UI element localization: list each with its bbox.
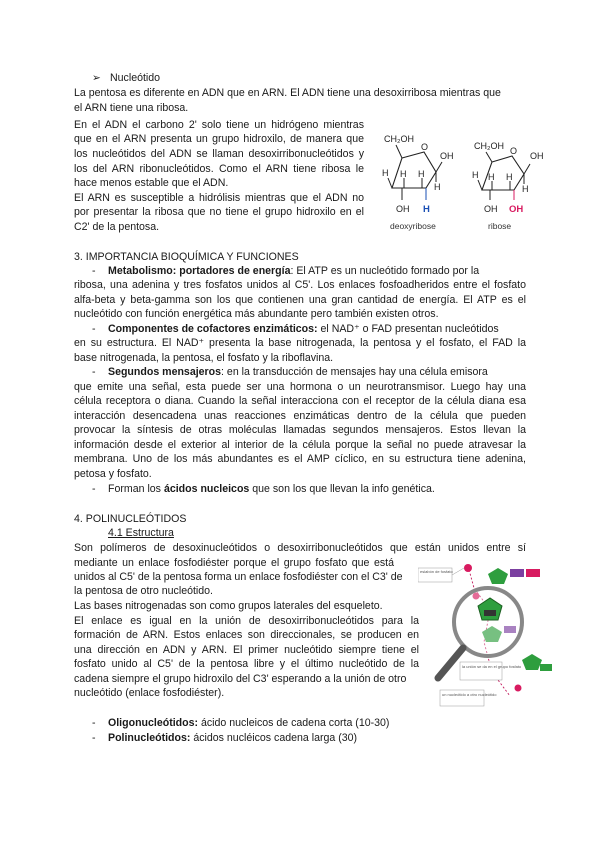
deoxyribose-structure [382, 134, 454, 231]
paragraph-line: Las bases nitrogenadas son como grupos laterales del esqueleto. [74, 600, 383, 612]
nucleotido-heading: Nucleótido [110, 72, 161, 84]
section-4-title: 4. POLINUCLEÓTIDOS [74, 513, 187, 525]
paragraph-line: el ARN tiene una ribosa. [74, 102, 189, 114]
paragraph-line: En el ADN el carbono 2' solo tiene un hidrógeno mientras [74, 119, 364, 131]
paragraph-line: ribosa, una adenina y tres fosfatos unidos al C5'. Los enlaces fosfoadheridos entre el fosfato [74, 279, 526, 291]
ch2oh-label: CH₂OH [384, 134, 414, 144]
h-label: H [522, 184, 529, 194]
oh-label: OH [440, 151, 454, 161]
oh-label: OH [396, 204, 410, 214]
metabolismo-bold: Metabolismo: portadores de energía [108, 265, 291, 277]
paragraph-line: la pentosa de otro nucleótido. [74, 585, 213, 597]
h-label: H [382, 168, 389, 178]
subsection-title: 4.1 Estructura [108, 527, 174, 539]
paragraph-line: provocar la síntesis de otras moléculas llamadas segundos mensajeros. Estos llevan la [74, 424, 526, 436]
mensajeros-rest: : en la transducción de mensajes hay una célula emisora [221, 366, 488, 378]
paragraph-line: La pentosa es diferente en ADN que en ARN. El ADN tiene una desoxirribosa mientras que [74, 87, 501, 99]
paragraph-line: cadena siempre el grupo hidroxilo del C3' esperando a la unión de otro [74, 673, 407, 685]
h-label: H [418, 169, 425, 179]
paragraph-line: El ARN es susceptible a hidrólisis mientras que el ADN no [74, 192, 364, 204]
sugar-structures-figure [378, 126, 548, 236]
sugar-pentagon-icon [522, 654, 542, 670]
deoxyribose-label: deoxyribose [390, 221, 436, 231]
phosphate-icon [464, 564, 472, 572]
paragraph-line: los del ARN ribonucleótidos. Como el ARN tiene ribosa le [74, 163, 364, 175]
section-3-title: 3. IMPORTANCIA BIOQUÍMICA Y FUNCIONES [74, 251, 299, 263]
paragraph-line: unidos al C5' de la pentosa forma un enlace fosfodiéster con el C3' de [74, 571, 403, 583]
paragraph-line: en su estructura. El NAD⁺ presenta la base nitrogenada, la pentosa y el fosfato, el FAD la [74, 337, 526, 349]
callout-text: un nucleótido a otro nucleótido [442, 692, 497, 697]
base-tag-icon [526, 569, 540, 577]
ring-oxygen-label: O [421, 142, 429, 152]
paragraph-line: formación de ARN. Estos enlaces son direccionales, se producen en [74, 629, 419, 641]
paragraph-line: una dirección en ADN y ARN. El primer nucleótido siempre tiene el [74, 644, 419, 656]
dash-bullet: - [92, 717, 96, 729]
paragraph-line: base nitrogenada, la pentosa, el fosfato y la riboflavina. [74, 352, 334, 364]
dash-bullet: - [92, 732, 96, 744]
h-label: H [434, 182, 441, 192]
paragraph-line: alfa-beta y beta-gamma son los que contienen una gran cantidad de energía. El ATP es el [74, 294, 526, 306]
paragraph-line: mediante un enlace fosfodiéster porque el grupo fosfato que está [74, 557, 394, 569]
mensajeros-bold: Segundos mensajeros [108, 366, 222, 378]
callout-text: la unión se da en el grupo fosfato [462, 664, 522, 669]
paragraph-line: por presentar la ribosa que no tiene el grupo hidroxilo en el [74, 206, 364, 218]
cofactores-line [108, 322, 499, 336]
oligo-rest: ácido nucleicos de cadena corta (10-30) [198, 717, 390, 729]
sugar-pentagon-icon [488, 568, 508, 584]
acidos-pre: Forman los [108, 483, 164, 495]
paragraph-line: fosfato unido al C5' de la pentosa libre y el último nucleótido de la [74, 658, 419, 670]
paragraph-line: célula receptora o diana. Cuando la señal interacciona con el receptor de la célula diana esa [74, 395, 526, 407]
c2-hydroxyl-label: OH [509, 204, 524, 215]
acidos-bold: ácidos nucleicos [163, 483, 250, 495]
magnifier-handle [438, 648, 463, 678]
h-label: H [488, 172, 495, 182]
acidos-post: que son los que llevan la info genética. [249, 483, 435, 495]
poli-bold: Polinucleótidos: [108, 732, 191, 744]
paragraph-line: los nucleótidos del ADN se llaman desoxirribonucleótidos y [74, 148, 364, 160]
metabolismo-rest: : El ATP es un nucleótido formado por la [290, 265, 480, 277]
paragraph-line: Son polímeros de desoxinucleótidos o desoxirribonucleótidos que están unidos entre sí [74, 542, 526, 554]
oligo-line [108, 716, 389, 730]
paragraph-line: nucleótido con función energética más abundante pero también existen otros. [74, 308, 439, 320]
h-label: H [472, 170, 479, 180]
metabolismo-line [108, 264, 479, 278]
dash-bullet: - [92, 483, 96, 495]
h-label: H [400, 169, 407, 179]
oh-label: OH [530, 151, 544, 161]
acidos-line [108, 482, 435, 496]
h-label: H [506, 172, 513, 182]
paragraph-line: que emite una señal, esta puede ser una hormona o un neurotransmisor. Luego hay una [74, 381, 526, 393]
cofactores-bold: Componentes de cofactores enzimáticos: [108, 323, 318, 335]
paragraph-line: nucleótido (enlace fosfodiéster). [74, 687, 225, 699]
paragraph-line: El enlace es igual en la unión de desoxirribonucleótidos para la [74, 615, 419, 627]
paragraph-line: información desde el exterior al interior de la célula porque la señal no puede atravesar la [74, 439, 526, 451]
ch2oh-label: CH₂OH [474, 141, 504, 151]
oh-label: OH [484, 204, 498, 214]
cofactores-rest: el NAD⁺ o FAD presentan nucleótidos [317, 323, 499, 335]
phosphate-icon [515, 685, 522, 692]
poli-line [108, 731, 357, 745]
arrow-bullet-icon: ➢ [92, 72, 101, 84]
dash-bullet: - [92, 366, 96, 378]
paragraph-line: C2' de la pentosa. [74, 221, 160, 233]
paragraph-line: petosa y fosfato. [74, 468, 152, 480]
poli-rest: ácidos nucléicos cadena larga (30) [190, 732, 358, 744]
paragraph-line: hace menos estable que el ADN. [74, 177, 229, 189]
oligo-bold: Oligonucleótidos: [108, 717, 199, 729]
base-tag-icon [540, 664, 552, 671]
callout-text: eslabón de fosfato [420, 569, 453, 574]
paragraph-line: membrana. Uno de los más abundantes es el AMP cíclico, en su estructura tiene adenina, [74, 453, 526, 465]
dash-bullet: - [92, 323, 96, 335]
dash-bullet: - [92, 265, 96, 277]
base-tag-icon [510, 569, 524, 577]
polynucleotide-chain-figure [418, 556, 558, 714]
ribose-structure [472, 141, 544, 231]
paragraph-line: que en el ARN presenta un grupo hidroxilo, de manera que [74, 133, 364, 145]
ribose-label: ribose [488, 221, 512, 231]
c2-hydrogen-label: H [423, 204, 430, 215]
mensajeros-line [108, 365, 488, 379]
paragraph-line: interacción desencadena unas reacciones enzimáticas dentro de la célula que pueden [74, 410, 526, 422]
ring-oxygen-label: O [510, 146, 518, 156]
